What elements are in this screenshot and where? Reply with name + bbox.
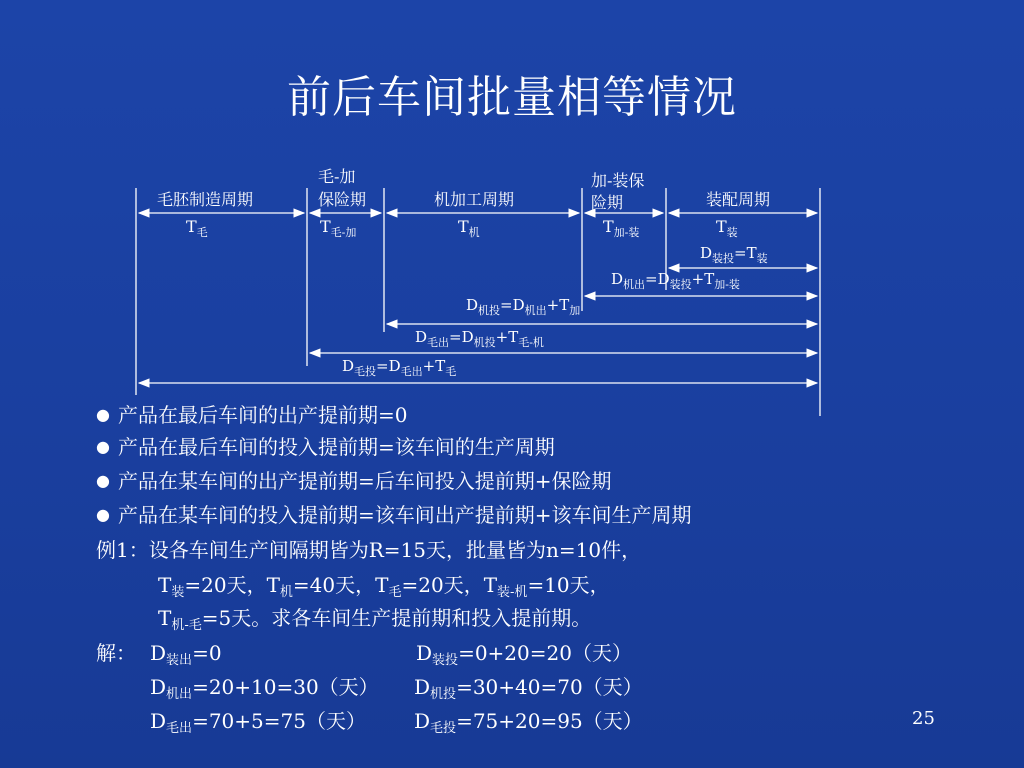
slide-title: 前后车间批量相等情况 — [287, 72, 737, 123]
period-symbol-machining: $T_机$ — [458, 217, 480, 239]
period-symbol-assembly: $T_装$ — [716, 217, 738, 239]
subscript: 机投 — [430, 687, 457, 702]
bullet-item: ● 产品在最后车间的投入提前期=该车间的生产周期 — [96, 432, 555, 464]
header-blank-buffer-2: 保险期 — [318, 190, 367, 209]
bullet-item: ● 产品在最后车间的出产提前期=0 — [96, 400, 407, 432]
subscript: 毛投 — [430, 721, 457, 736]
period-symbol-mach-buffer: $T_{加-装}$ — [603, 217, 640, 239]
example-line-3: $T_{机-毛}=5$天。求各车间生产提前期和投入提前期。 — [158, 606, 592, 633]
header-assembly: 装配周期 — [705, 190, 771, 209]
solution-label: 解： — [96, 641, 136, 665]
header-machining: 机加工周期 — [433, 190, 515, 209]
subscript: 毛 — [388, 585, 402, 600]
header-mach-buffer-2: 险期 — [591, 193, 624, 212]
solution-blank-input: $D_{毛投}=75+20=95$（天） — [414, 709, 643, 736]
period-symbol-blank-buffer: $T_{毛-加}$ — [320, 217, 357, 239]
formula-blank-input: $D_{毛投}=D_{毛出}+T_毛$ — [342, 357, 457, 378]
header-blank: 毛胚制造周期 — [156, 190, 254, 209]
solution-assembly-input: $D_{装投}=0+20=20$（天） — [416, 641, 632, 668]
formula-blank-output: $D_{毛出}=D_{机投}+T_{毛-机}$ — [415, 328, 544, 349]
formula-machining-output: $D_{机出}=D_{装投}+T_{加-装}$ — [611, 270, 740, 291]
subscript: 机-毛 — [171, 618, 202, 633]
solution-assembly-output: $D_{装出}=0$ — [150, 641, 222, 668]
subscript: 装出 — [166, 653, 193, 668]
subscript: 装-机 — [497, 585, 528, 600]
subscript: 机 — [279, 585, 293, 600]
bullet-item: ● 产品在某车间的投入提前期=该车间出产提前期+该车间生产周期 — [96, 500, 691, 532]
example-line-2: $T_装=20$天，$T_机=40$天，$T_毛=20$天，$T_{装-机}=10$天， — [158, 573, 610, 600]
subscript: 装投 — [432, 653, 459, 668]
formula-assembly-input: $D_{装投}=T_装$ — [700, 244, 768, 265]
bullet-item: ● 产品在某车间的出产提前期=后车间投入提前期+保险期 — [96, 466, 611, 498]
solution-machining-input: $D_{机投}=30+40=70$（天） — [414, 675, 643, 702]
solution-machining-output: $D_{机出}=20+10=30$（天） — [150, 675, 379, 702]
formula-machining-input: $D_{机投}=D_{机出}+T_加$ — [466, 296, 581, 317]
subscript: 机出 — [166, 687, 193, 702]
period-symbol-blank: $T_毛$ — [186, 217, 208, 239]
subscript: 装 — [171, 585, 185, 600]
header-blank-buffer-1: 毛-加 — [318, 167, 356, 186]
subscript: 毛出 — [166, 721, 193, 736]
header-mach-buffer-1: 加-装保 — [591, 171, 645, 190]
solution-blank-output: $D_{毛出}=70+5=75$（天） — [150, 709, 366, 736]
page-number: 25 — [912, 708, 935, 729]
example-line-1: 例1：设各车间生产间隔期皆为R=15天，批量皆为n=10件， — [96, 538, 642, 562]
